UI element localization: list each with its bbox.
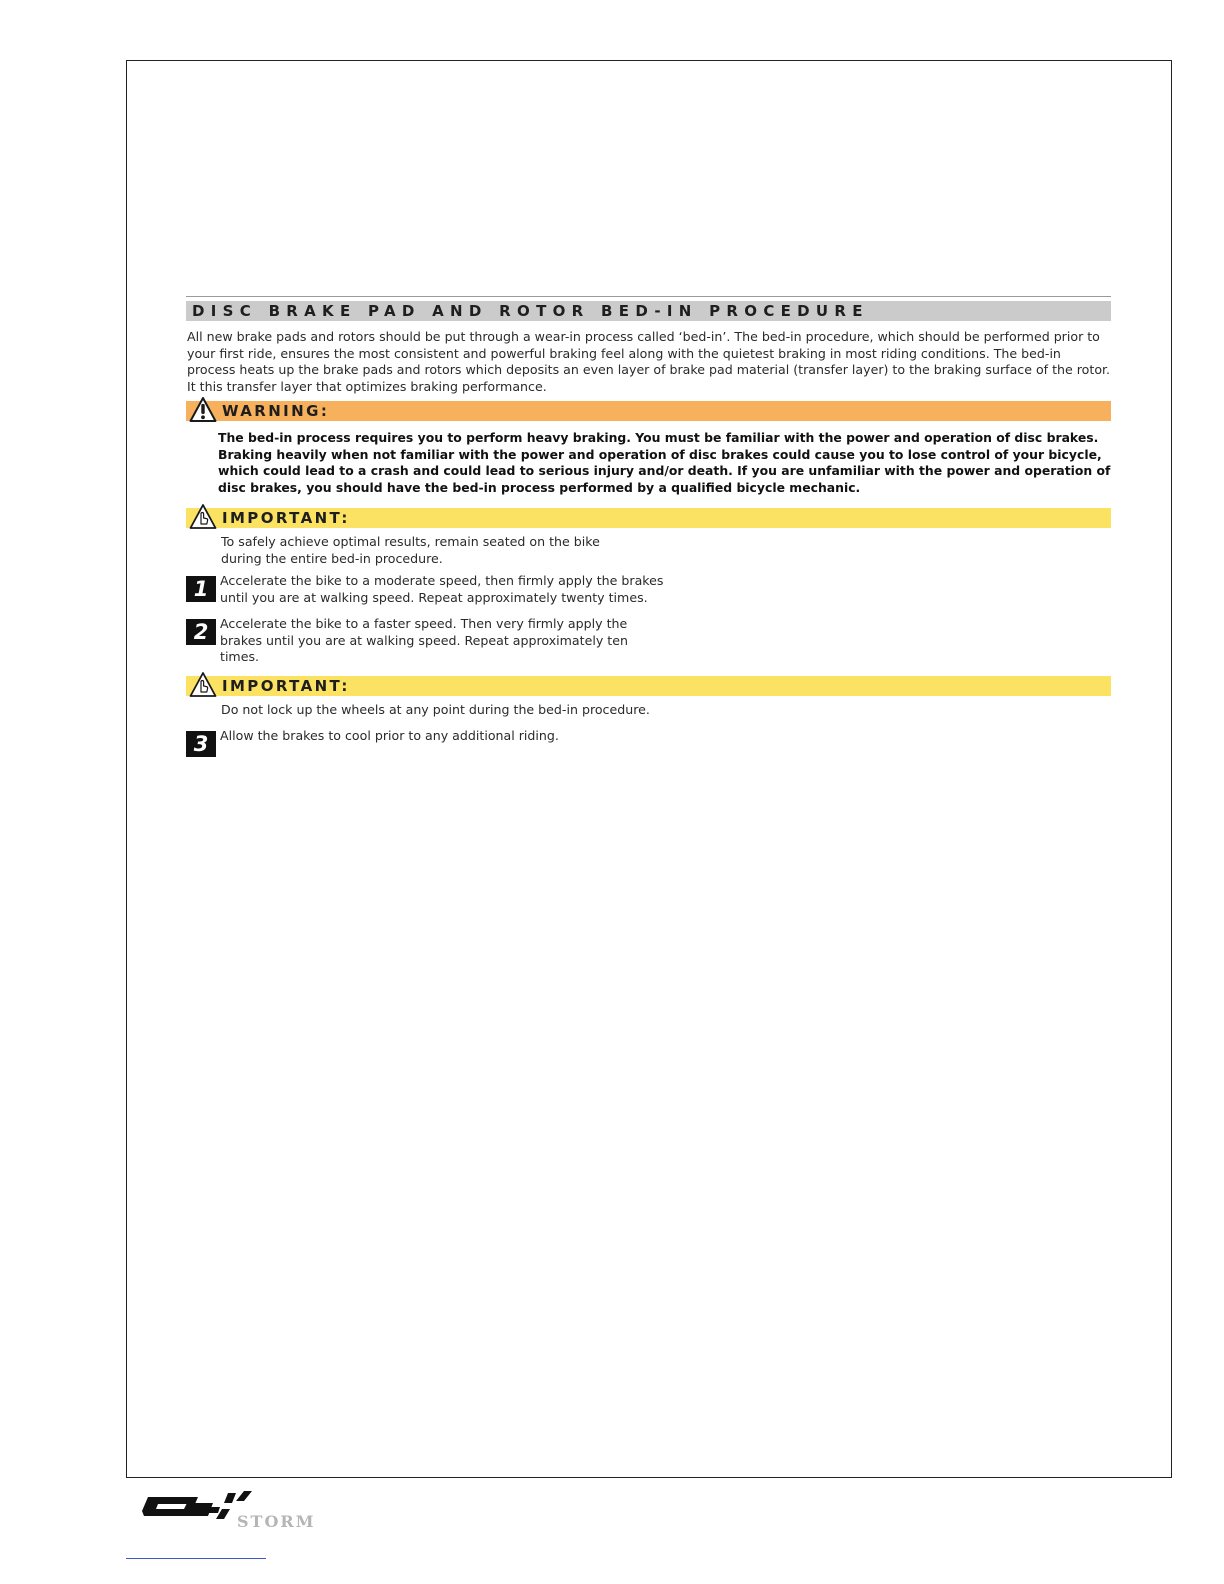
bed-in-section xyxy=(186,296,1111,755)
pointing-hand-icon xyxy=(189,671,217,699)
footer-rule xyxy=(126,1558,266,1559)
page-frame xyxy=(126,60,1172,1478)
step-2 xyxy=(186,616,1111,666)
pointing-hand-icon xyxy=(189,503,217,531)
step-number: 1 xyxy=(186,576,216,602)
important-bar xyxy=(186,508,1111,528)
important-text-2: Do not lock up the wheels at any point during the bed-in procedure. xyxy=(221,701,650,717)
intro-paragraph: All new brake pads and rotors should be put through a wear-in process called ‘bed-in’. The bed-in procedure, which should be performed prior to your first ride, ensures the most consistent and powerful braking feel along with the quietest braking in most riding conditions. The bed-in process heats up the brake pads and rotors which deposits an even layer of brake pad material (transfer layer) to the braking surface of the rotor. It this transfer layer that optimizes braking performance. xyxy=(187,329,1111,394)
warning-label: WARNING: xyxy=(222,402,330,420)
warning-text: The bed-in process requires you to perform heavy braking. You must be familiar with the power and operation of disc brakes. Braking heavily when not familiar with the power and operation of disc brakes could cause you to lose control of your bicycle, which could lead to a crash and could lead to serious injury and/or death. If you are unfamiliar with the power and operation of disc brakes, you should have the bed-in process performed by a qualified bicycle mechanic. xyxy=(218,430,1111,495)
important-label: IMPORTANT: xyxy=(222,676,350,695)
important-text: To safely achieve optimal results, remain seated on the bike during the entire bed-in procedure. xyxy=(221,534,600,566)
warning-triangle-icon xyxy=(189,396,217,424)
step-1 xyxy=(186,573,1111,606)
step-text: Accelerate the bike to a moderate speed, then firmly apply the brakes until you are at walking speed. Repeat approximately twenty times. xyxy=(220,573,664,605)
important-label: IMPORTANT: xyxy=(222,509,350,527)
brand-wordmark: STORM xyxy=(237,1512,316,1531)
important-bar-2 xyxy=(186,676,1111,696)
step-text: Accelerate the bike to a faster speed. Then very firmly apply the brakes until you are at walking speed. Repeat approximately ten times. xyxy=(220,616,628,664)
step-text: Allow the brakes to cool prior to any additional riding. xyxy=(220,728,559,743)
section-title: DISC BRAKE PAD AND ROTOR BED-IN PROCEDURE xyxy=(186,301,1111,321)
warning-bar xyxy=(186,401,1111,421)
top-rule xyxy=(186,296,1111,297)
step-number: 2 xyxy=(186,619,216,645)
step-3 xyxy=(186,728,1111,756)
step-number: 3 xyxy=(186,731,216,757)
